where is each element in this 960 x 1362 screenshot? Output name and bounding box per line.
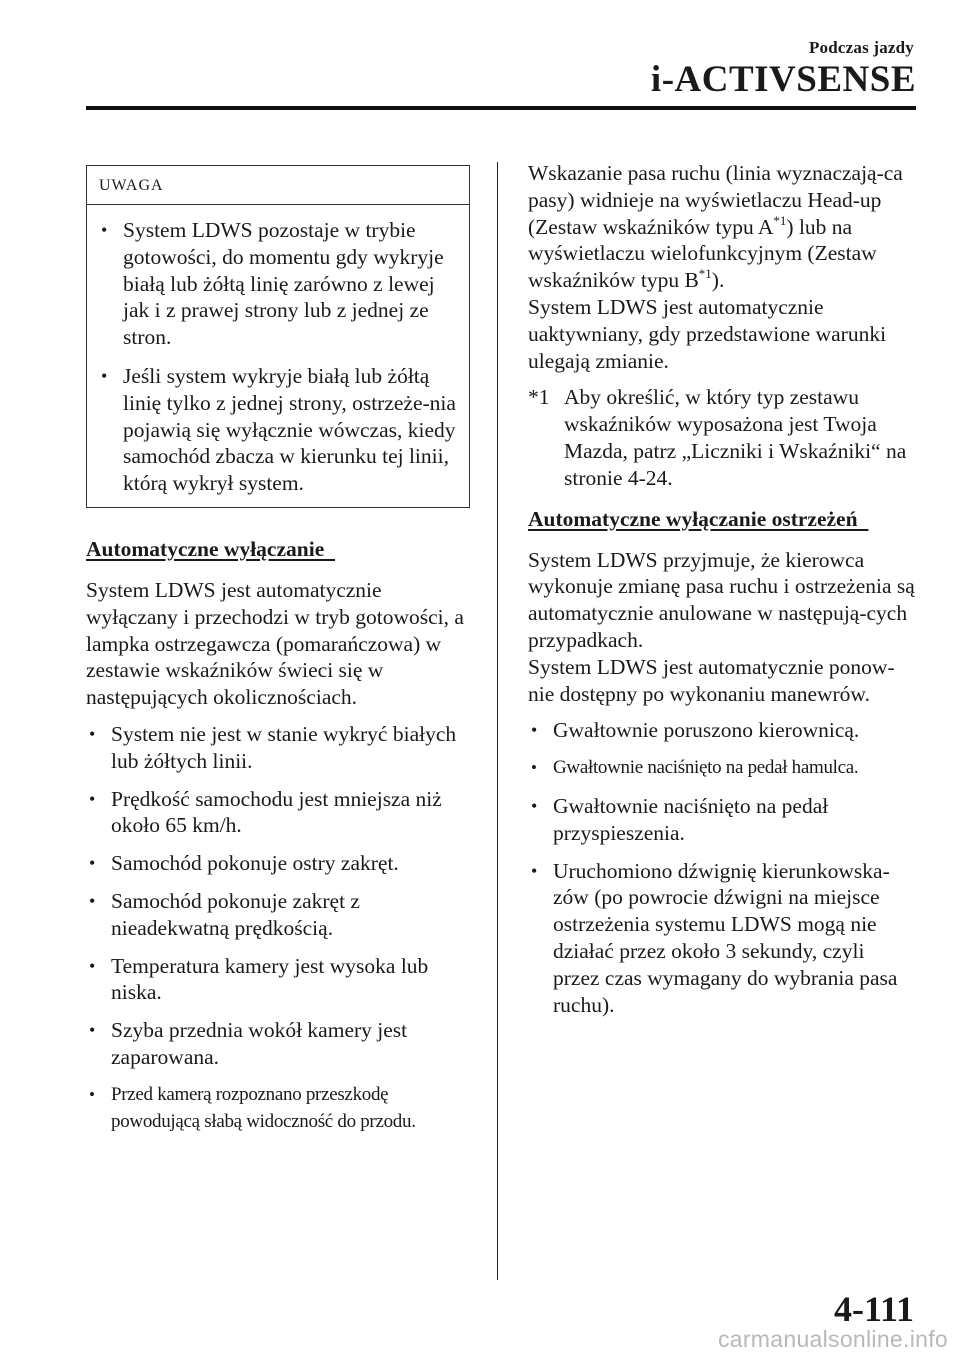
list-item	[86, 721, 470, 775]
list-item-text: Szyba przednia wokół kamery jest zaparowana.	[111, 1018, 408, 1069]
bullet-icon: •	[531, 758, 537, 778]
list-item-text: Przed kamerą rozpoznano przeszkodę powodującą słabą widoczność do przodu.	[111, 1083, 416, 1132]
caution-box	[86, 165, 470, 508]
list-item	[86, 888, 470, 942]
bullet-icon: •	[101, 220, 108, 240]
list-item-text: Prędkość samochodu jest mniejsza niż około 65 km/h.	[111, 786, 442, 838]
list-item-text: Gwałtownie naciśnięto na pedał hamulca.	[553, 757, 859, 779]
section-paragraph: System LDWS przyjmuje, że kierowca wykonuje zmianę pasa ruchu i ostrzeżenia są automatycznie anulowane w następują-cych przypadkach.	[528, 547, 915, 652]
conditions-list	[86, 721, 470, 1135]
intro-text-3: ).	[711, 268, 725, 293]
section-paragraph: System LDWS jest automatycznie ponow-nie dostępny po wykonaniu manewrów.	[528, 654, 895, 706]
bullet-icon: •	[89, 1020, 96, 1041]
section-paragraph: System LDWS jest automatycznie wyłączany i przechodzi w tryb gotowości, a lampka ostrzegawcza (pomarańczowa) w zestawie wskaźników świeci się w następujących okolicznościach.	[86, 577, 464, 710]
intro-text-1: Wskazanie pasa ruchu (linia wyznaczają-ca pasy) widnieje na wyświetlaczu Head-up (Zestaw wskaźników typu A	[528, 161, 903, 239]
list-item	[528, 793, 916, 847]
caution-item-text: Jeśli system wykryje białą lub żółtą linię tylko z jednej strony, ostrzeże-nia pojawią się wyłącznie wówczas, kiedy samochód zbacza w kierunku tej linii, którą wykrył system.	[123, 363, 456, 496]
list-item	[86, 1017, 470, 1071]
bullet-icon: •	[531, 795, 538, 816]
footnote-ref: *1	[773, 212, 787, 228]
left-column	[86, 165, 470, 1146]
running-header-section: Podczas jazdy	[808, 38, 914, 57]
list-item-text: Gwałtownie naciśnięto na pedał przyspieszenia.	[553, 793, 829, 845]
footnote-text: Aby określić, w który typ zestawu wskaźników wyposażona jest Twoja Mazda, patrz „Liczniki i Wskaźniki“ na stronie 4-24.	[564, 385, 907, 490]
intro-paragraph	[528, 160, 916, 294]
right-column	[528, 160, 916, 1029]
page-number: 4-111	[833, 1289, 914, 1329]
caution-header: UWAGA	[87, 166, 469, 205]
caution-item	[98, 363, 459, 497]
footnote	[528, 384, 916, 491]
running-header-title: i-ACTIVSENSE	[650, 59, 916, 100]
list-item	[528, 858, 916, 1019]
column-divider	[497, 162, 498, 1280]
list-item	[528, 755, 916, 782]
list-item	[86, 850, 470, 877]
bullet-icon: •	[531, 860, 538, 881]
watermark: carmanualsonline.info	[717, 1326, 948, 1352]
bullet-icon: •	[89, 723, 96, 744]
bullet-icon: •	[89, 788, 96, 809]
cancel-conditions-list	[528, 717, 916, 1018]
list-item	[528, 717, 916, 744]
caution-body	[87, 205, 469, 507]
section-heading-warning-off: Automatyczne wyłączanie ostrzeżeń	[528, 506, 858, 531]
list-item	[86, 953, 470, 1007]
caution-item-text: System LDWS pozostaje w trybie gotowości, do momentu gdy wykryje białą lub żółtą linię zarówno z lewej jak i z prawej strony lub z jednej ze stron.	[123, 218, 444, 350]
list-item-text: Gwałtownie poruszono kierownicą.	[553, 718, 860, 743]
intro-paragraph-2: System LDWS jest automatycznie uaktywniany, gdy przedstawione warunki ulegają zmianie.	[528, 294, 887, 373]
intro-text-2: ) lub na wyświetlaczu wielofunkcyjnym (Zestaw wskaźników typu B	[528, 214, 877, 293]
bullet-icon: •	[89, 1084, 95, 1104]
list-item-text: System nie jest w stanie wykryć białych lub żółtych linii.	[111, 721, 457, 773]
bullet-icon: •	[89, 853, 96, 874]
footnote-ref: *1	[698, 266, 712, 282]
bullet-icon: •	[101, 365, 108, 386]
bullet-icon: •	[89, 890, 96, 911]
list-item-text: Temperatura kamery jest wysoka lub niska.	[111, 953, 429, 1005]
list-item-text: Samochód pokonuje zakręt z nieadekwatną prędkością.	[111, 888, 360, 940]
header-rule	[86, 106, 916, 110]
list-item-text: Samochód pokonuje ostry zakręt.	[111, 851, 399, 876]
bullet-icon: •	[531, 720, 538, 741]
bullet-icon: •	[89, 955, 96, 976]
list-item	[86, 786, 470, 840]
list-item-text: Uruchomiono dźwignię kierunkowska-zów (po powrocie dźwigni na miejsce ostrzeżenia systemu LDWS mogą nie działać przez około 3 sekundy, czyli przez czas wymagany do wybrania pasa ruchu).	[553, 858, 898, 1017]
caution-item	[98, 217, 459, 351]
list-item	[86, 1082, 470, 1136]
section-heading-auto-off: Automatyczne wyłączanie	[86, 536, 325, 561]
footnote-mark: *1	[528, 385, 550, 410]
